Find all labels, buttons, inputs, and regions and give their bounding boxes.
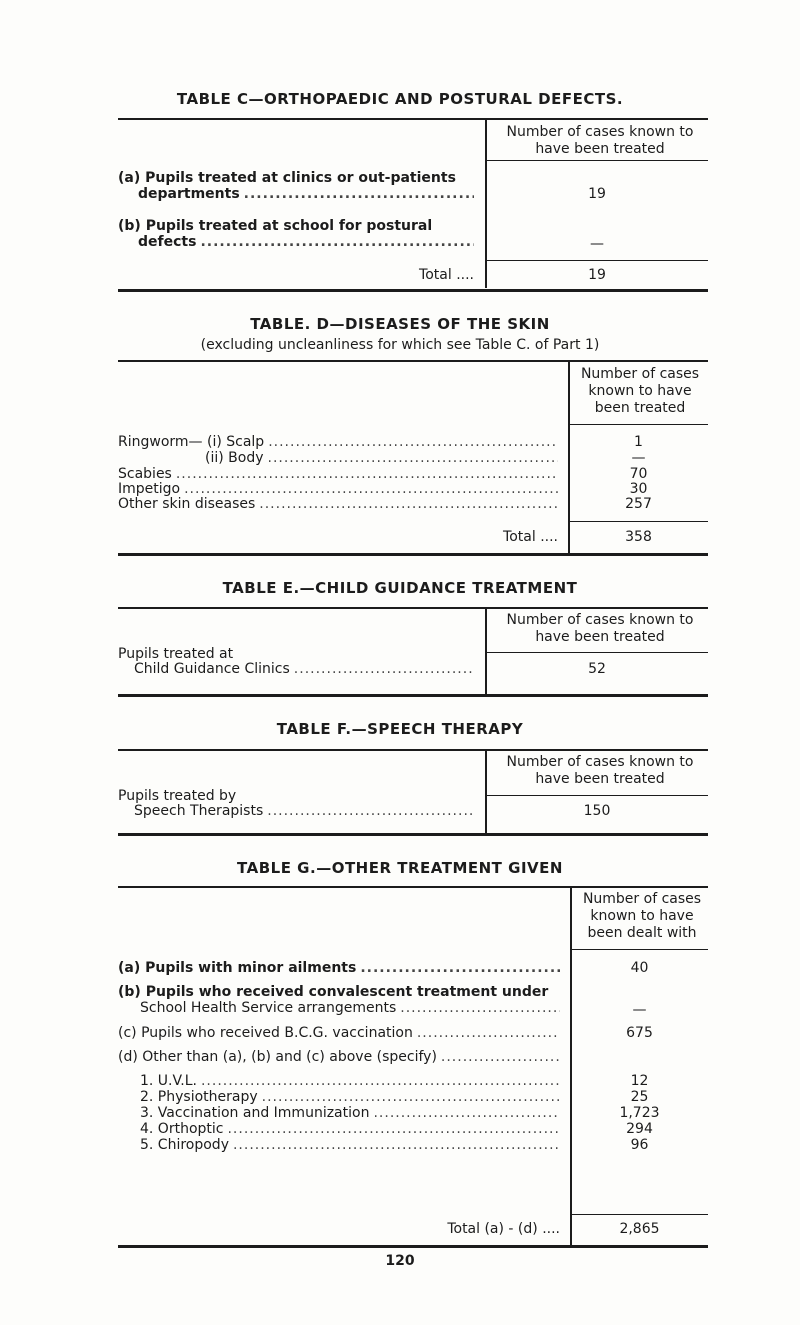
table-d-row-ringworm-body-value: — bbox=[631, 450, 646, 466]
page-number: 120 bbox=[385, 1253, 415, 1269]
table-g-row-b-line1: (b) Pupils who received convalescent treatment under bbox=[118, 984, 549, 1000]
table-f-value: 150 bbox=[583, 803, 611, 819]
table-g-sub-row-2-value: 25 bbox=[630, 1089, 649, 1105]
table-c-top-rule bbox=[118, 118, 708, 120]
table-e-top-rule bbox=[118, 607, 708, 609]
table-c-header-rule bbox=[486, 160, 708, 161]
table-d-row-ringworm-scalp: Ringworm— (i) Scalp ..... bbox=[118, 434, 558, 451]
table-g-row-b-line2: School Health Service arrangements ..... bbox=[140, 1000, 560, 1017]
table-e-header-rule bbox=[486, 652, 708, 653]
table-d-row-other: Other skin diseases ..... bbox=[118, 496, 558, 513]
table-g-sub-row-5-value: 96 bbox=[630, 1137, 649, 1153]
table-g-sub-row-3-value: 1,723 bbox=[619, 1105, 660, 1121]
table-g-header-rule bbox=[571, 949, 708, 950]
table-d-header-rule bbox=[569, 424, 708, 425]
table-c-total-value: 19 bbox=[588, 267, 606, 283]
table-e-divider bbox=[485, 607, 487, 694]
table-g-row-b-value: — bbox=[632, 1002, 647, 1018]
table-e-bottom-rule bbox=[118, 694, 708, 697]
table-d-row-ringworm-body: (ii) Body ..... bbox=[205, 450, 558, 467]
table-c-divider bbox=[485, 118, 487, 288]
table-d-total-label: Total .... bbox=[503, 529, 558, 545]
table-d-col-header: Number of cases known to have been treated bbox=[580, 366, 700, 416]
table-c-row-a-line1: (a) Pupils treated at clinics or out-patients bbox=[118, 170, 456, 186]
table-g-sub-row-5: 5. Chiropody ..... bbox=[140, 1137, 560, 1154]
table-g-row-d: (d) Other than (a), (b) and (c) above (specify) ..... bbox=[118, 1049, 560, 1066]
table-e-value: 52 bbox=[588, 661, 606, 677]
table-f-label-line2: Speech Therapists ..... bbox=[134, 803, 474, 820]
table-g-top-rule bbox=[118, 886, 708, 888]
table-f-label-line1: Pupils treated by bbox=[118, 788, 237, 804]
table-c-total-label: Total .... bbox=[419, 267, 474, 283]
table-d-subtitle: (excluding uncleanliness for which see Table C. of Part 1) bbox=[200, 337, 600, 353]
table-g-sub-row-4: 4. Orthoptic ..... bbox=[140, 1121, 560, 1138]
table-f-top-rule bbox=[118, 749, 708, 751]
table-f-col-header: Number of cases known to have been treated bbox=[506, 754, 694, 787]
table-g-col-header: Number of cases known to have been dealt with bbox=[582, 891, 702, 941]
table-g-sub-row-1: 1. U.V.L. ..... bbox=[140, 1073, 560, 1090]
table-d-row-scabies: Scabies ..... bbox=[118, 466, 558, 483]
table-c-col-header: Number of cases known to have been treated bbox=[506, 124, 694, 157]
table-f-bottom-rule bbox=[118, 833, 708, 836]
table-d-top-rule bbox=[118, 360, 708, 362]
table-c-bottom-rule bbox=[118, 289, 708, 292]
table-g-row-c: (c) Pupils who received B.C.G. vaccination ..... bbox=[118, 1025, 560, 1042]
table-f-header-rule bbox=[486, 795, 708, 796]
table-g-row-c-value: 675 bbox=[626, 1025, 653, 1041]
table-g-total-value: 2,865 bbox=[619, 1221, 660, 1237]
table-g-sub-row-2: 2. Physiotherapy ..... bbox=[140, 1089, 560, 1106]
table-c-total-rule bbox=[486, 260, 708, 261]
table-d-row-scabies-value: 70 bbox=[629, 466, 648, 482]
table-c-row-b-line2: defects ..... bbox=[138, 234, 474, 251]
table-e-label-line2: Child Guidance Clinics ..... bbox=[134, 661, 474, 678]
table-d-row-other-value: 257 bbox=[625, 496, 652, 512]
table-g-bottom-rule bbox=[118, 1245, 708, 1248]
table-f-divider bbox=[485, 749, 487, 833]
table-c-row-b-line1: (b) Pupils treated at school for postural bbox=[118, 218, 433, 234]
table-e-label-line1: Pupils treated at bbox=[118, 646, 234, 662]
table-c-row-a-value: 19 bbox=[588, 186, 606, 202]
table-d-title: TABLE. D—DISEASES OF THE SKIN bbox=[250, 315, 550, 333]
table-g-row-a-value: 40 bbox=[630, 960, 649, 976]
table-g-sub-row-3: 3. Vaccination and Immunization ..... bbox=[140, 1105, 560, 1122]
table-d-row-impetigo: Impetigo ..... bbox=[118, 481, 558, 498]
table-d-row-impetigo-value: 30 bbox=[629, 481, 648, 497]
table-d-bottom-rule bbox=[118, 553, 708, 556]
table-d-total-rule bbox=[569, 521, 708, 522]
table-e-col-header: Number of cases known to have been treated bbox=[506, 612, 694, 645]
table-f-title: TABLE F.—SPEECH THERAPY bbox=[276, 720, 524, 738]
table-g-title: TABLE G.—OTHER TREATMENT GIVEN bbox=[237, 859, 563, 877]
table-c-row-b-value: — bbox=[590, 236, 604, 252]
table-d-row-ringworm-scalp-value: 1 bbox=[634, 434, 643, 450]
table-g-row-a: (a) Pupils with minor ailments ..... bbox=[118, 960, 560, 977]
table-g-total-label: Total (a) - (d) .... bbox=[447, 1221, 560, 1237]
table-g-total-rule bbox=[571, 1214, 708, 1215]
table-e-title: TABLE E.—CHILD GUIDANCE TREATMENT bbox=[222, 579, 578, 597]
table-g-sub-row-1-value: 12 bbox=[630, 1073, 649, 1089]
table-d-total-value: 358 bbox=[625, 529, 652, 545]
table-c-title: TABLE C—ORTHOPAEDIC AND POSTURAL DEFECTS. bbox=[176, 90, 624, 108]
table-g-sub-row-4-value: 294 bbox=[626, 1121, 653, 1137]
table-c-row-a-line2: departments ..... bbox=[138, 186, 474, 203]
